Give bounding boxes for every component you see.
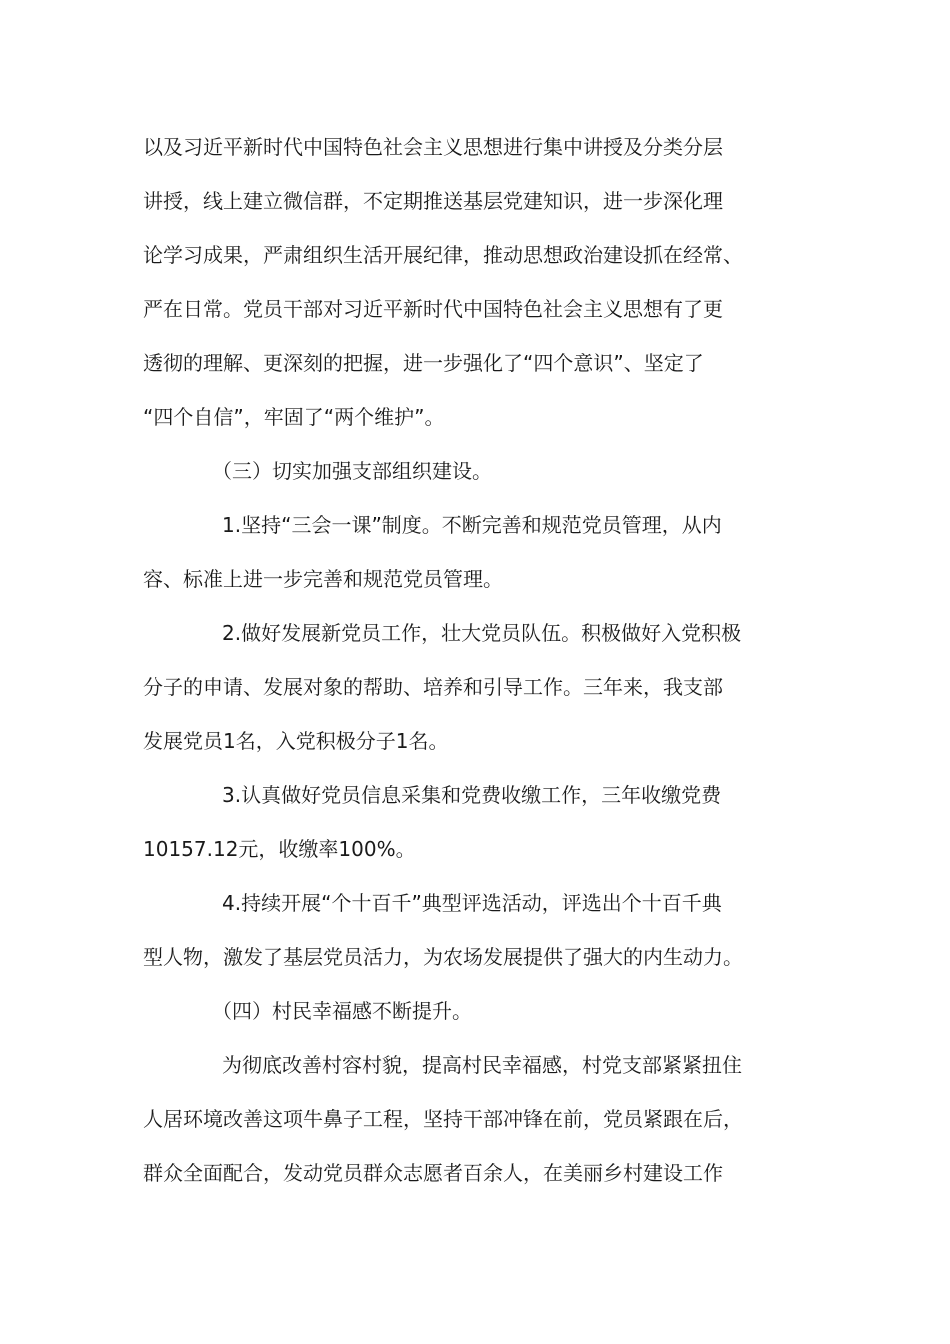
paragraph-line: 为彻底改善村容村貌，提高村民幸福感，村党支部紧紧扭住 [222,1053,742,1077]
paragraph-line: 群众全面配合，发动党员群众志愿者百余人，在美丽乡村建设工作 [143,1161,723,1185]
paragraph-line: 1.坚持“三会一课”制度。不断完善和规范党员管理，从内 [222,513,722,537]
paragraph-line: 透彻的理解、更深刻的把握，进一步强化了“四个意识”、坚定了 [143,351,704,375]
section-heading: （四）村民幸福感不断提升。 [212,999,472,1023]
paragraph-line: 10157.12元，收缴率100%。 [143,837,416,861]
paragraph-line: 3.认真做好党员信息采集和党费收缴工作，三年收缴党费 [222,783,722,807]
paragraph-line: “四个自信”，牢固了“两个维护”。 [143,405,445,429]
paragraph-line: 严在日常。党员干部对习近平新时代中国特色社会主义思想有了更 [143,297,723,321]
paragraph-line: 型人物，激发了基层党员活力，为农场发展提供了强大的内生动力。 [143,945,743,969]
section-heading: （三）切实加强支部组织建设。 [212,459,492,483]
paragraph-line: 发展党员1名，入党积极分子1名。 [143,729,449,753]
paragraph-line: 论学习成果，严肃组织生活开展纪律，推动思想政治建设抓在经常、 [143,243,743,267]
paragraph-line: 2.做好发展新党员工作，壮大党员队伍。积极做好入党积极 [222,621,742,645]
paragraph-line: 容、标准上进一步完善和规范党员管理。 [143,567,503,591]
paragraph-line: 4.持续开展“个十百千”典型评选活动，评选出个十百千典 [222,891,722,915]
paragraph-line: 人居环境改善这项牛鼻子工程，坚持干部冲锋在前，党员紧跟在后， [143,1107,743,1131]
paragraph-line: 以及习近平新时代中国特色社会主义思想进行集中讲授及分类分层 [143,135,723,159]
paragraph-line: 讲授，线上建立微信群，不定期推送基层党建知识，进一步深化理 [143,189,723,213]
paragraph-line: 分子的申请、发展对象的帮助、培养和引导工作。三年来，我支部 [143,675,723,699]
